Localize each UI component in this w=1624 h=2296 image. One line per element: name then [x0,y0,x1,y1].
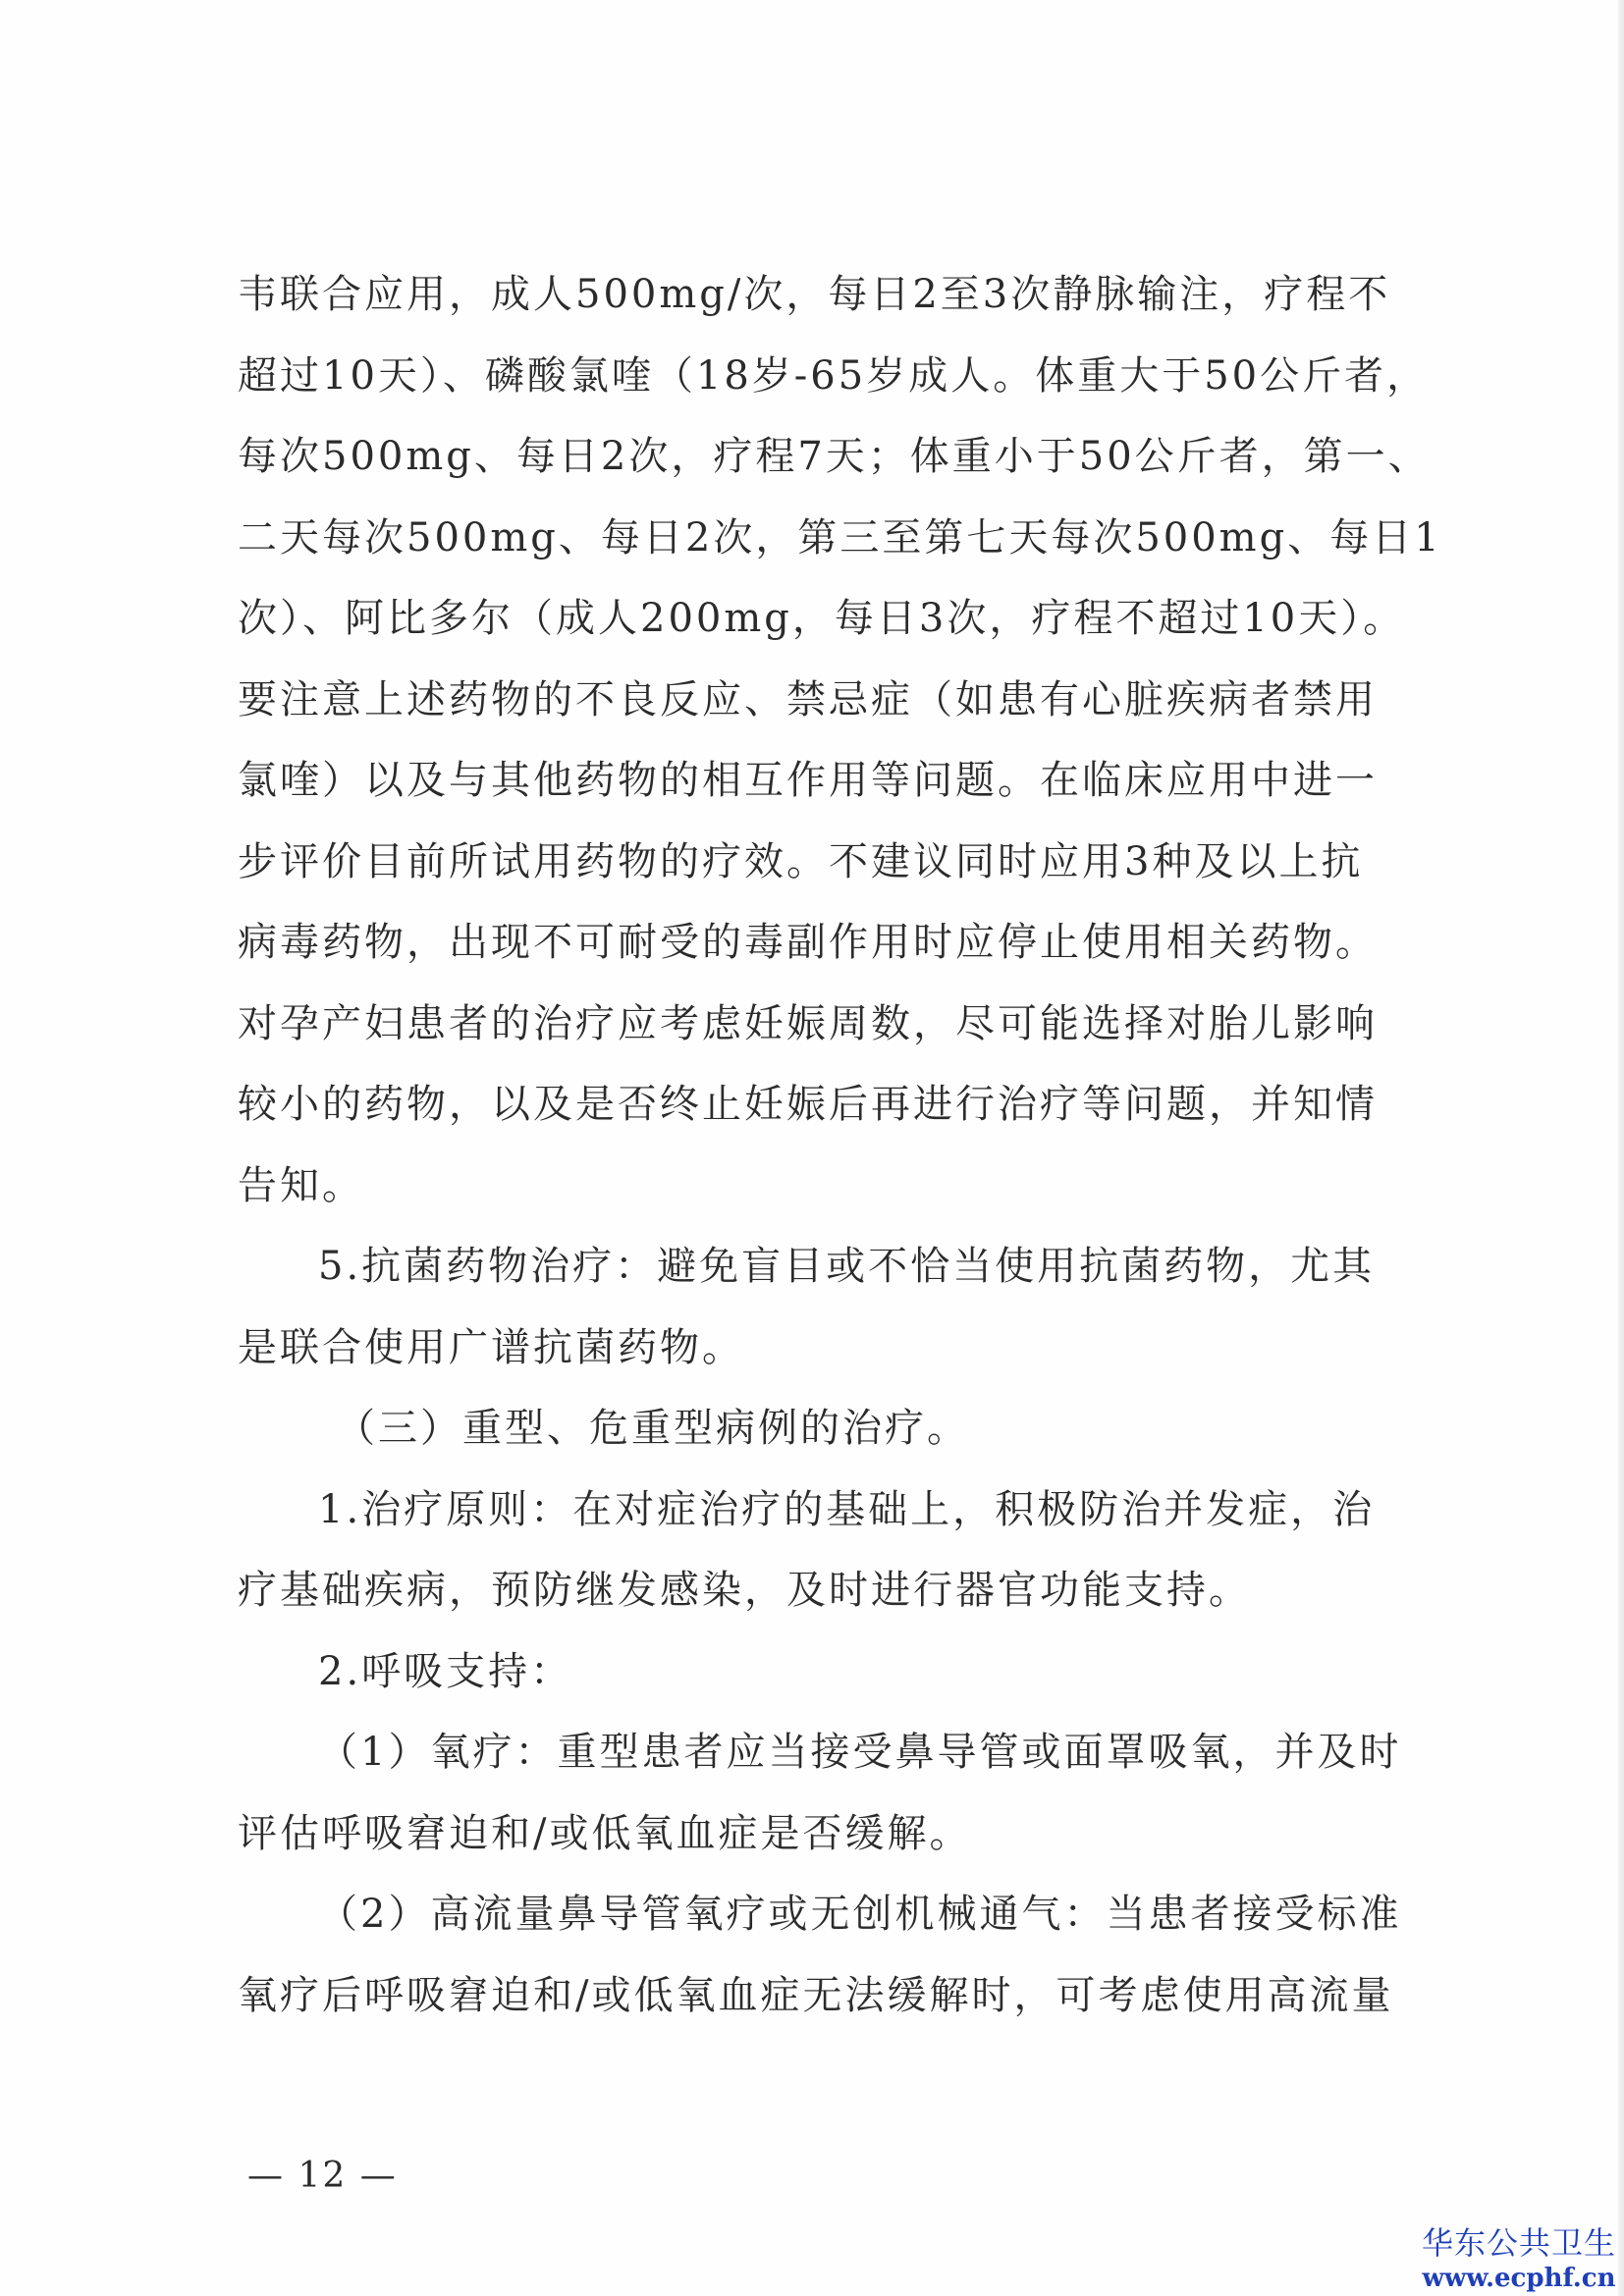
text-line: 超过10天）、磷酸氯喹（18岁-65岁成人。体重大于50公斤者， [238,353,1430,399]
text-line: 是联合使用广谱抗菌药物。 [238,1325,744,1370]
paragraph-start-line: （2）高流量鼻导管氧疗或无创机械通气：当患者接受标准 [318,1892,1402,1937]
subheading-line: 2.呼吸支持： [318,1649,573,1694]
section-heading: （三）重型、危重型病例的治疗。 [336,1406,969,1451]
text-line: 评估呼吸窘迫和/或低氧血症是否缓解。 [238,1811,972,1856]
text-line: 氯喹）以及与其他药物的相互作用等问题。在临床应用中进一 [238,758,1378,803]
paragraph-start-line: 5.抗菌药物治疗：避免盲目或不恰当使用抗菌药物，尤其 [318,1244,1376,1289]
text-line: 要注意上述药物的不良反应、禁忌症（如患有心脏疾病者禁用 [238,677,1378,722]
text-line: 韦联合应用，成人500mg/次，每日2至3次静脉输注，疗程不 [238,272,1391,317]
text-line: 次）、阿比多尔（成人200mg，每日3次，疗程不超过10天）。 [238,596,1406,641]
watermark-url: www.ecphf.cn [1422,2264,1616,2293]
text-line: 对孕产妇患者的治疗应考虑妊娠周数，尽可能选择对胎儿影响 [238,1001,1378,1046]
text-line: 步评价目前所试用药物的疗效。不建议同时应用3种及以上抗 [238,839,1364,884]
text-line: 疗基础疾病，预防继发感染，及时进行器官功能支持。 [238,1568,1251,1613]
text-line: 病毒药物，出现不可耐受的毒副作用时应停止使用相关药物。 [238,920,1378,965]
text-line: 告知。 [238,1163,364,1208]
page-number: — 12 — [247,2156,398,2196]
text-line: 较小的药物，以及是否终止妊娠后再进行治疗等问题，并知情 [238,1082,1378,1127]
paragraph-start-line: （1）氧疗：重型患者应当接受鼻导管或面罩吸氧，并及时 [318,1730,1402,1775]
text-line: 每次500mg、每日2次，疗程7天；体重小于50公斤者，第一、 [238,434,1431,479]
text-line: 氧疗后呼吸窘迫和/或低氧血症无法缓解时，可考虑使用高流量 [238,1973,1394,2018]
scan-edge [1618,0,1624,2296]
watermark-name: 华东公共卫生 [1421,2224,1616,2262]
paragraph-start-line: 1.治疗原则：在对症治疗的基础上，积极防治并发症，治 [318,1487,1376,1532]
watermark [1422,2223,1616,2294]
text-line: 二天每次500mg、每日2次，第三至第七天每次500mg、每日1 [238,515,1442,561]
